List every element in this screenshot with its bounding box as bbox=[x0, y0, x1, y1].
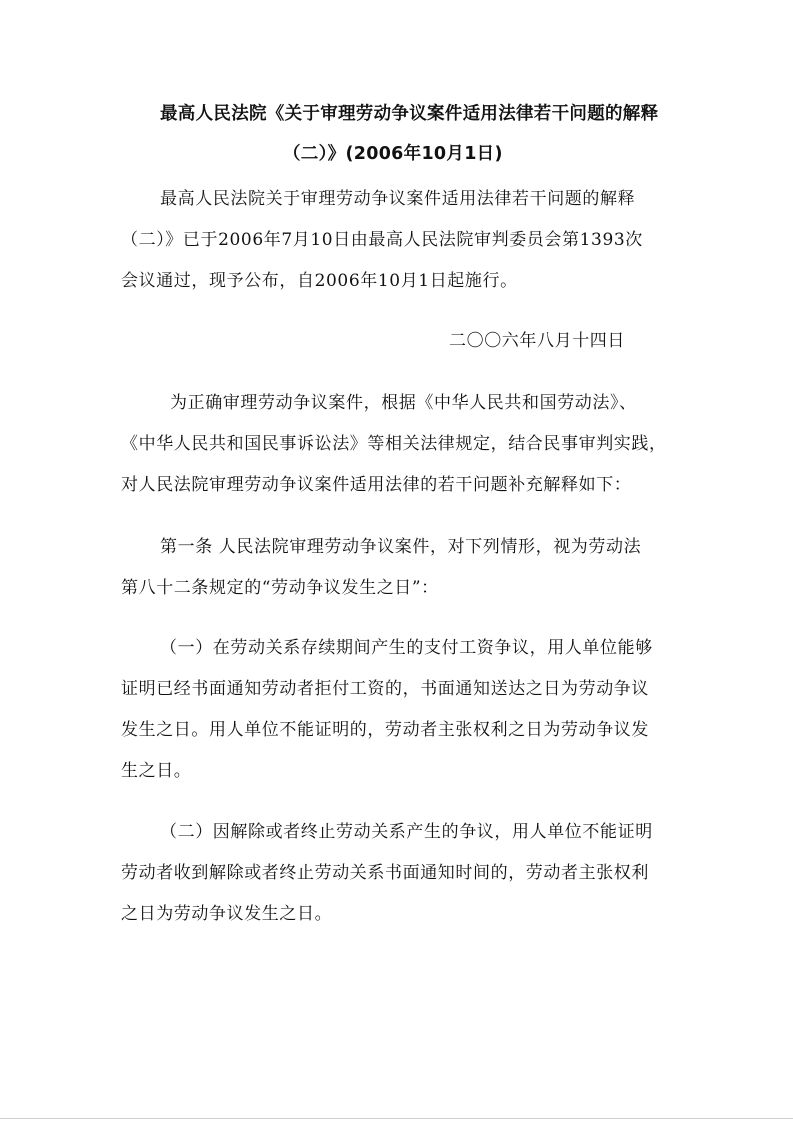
document-title-line-2: （二）》(2006年10月1日) bbox=[283, 144, 503, 164]
item-2-line-3: 之日为劳动争议发生之日。 bbox=[121, 904, 333, 924]
article-1-line-1: 第一条 人民法院审理劳动争议案件，对下列情形，视为劳动法 bbox=[160, 537, 642, 557]
preamble-line-1: 最高人民法院关于审理劳动争议案件适用法律若干问题的解释 bbox=[160, 189, 636, 209]
document-title-line-1: 最高人民法院《关于审理劳动争议案件适用法律若干问题的解释 bbox=[160, 104, 659, 124]
intro-line-3: 对人民法院审理劳动争议案件适用法律的若干问题补充解释如下： bbox=[121, 475, 632, 495]
item-2-line-1: （二）因解除或者终止劳动关系产生的争议，用人单位不能证明 bbox=[160, 822, 653, 842]
item-1-line-4: 生之日。 bbox=[121, 761, 192, 781]
intro-line-2: 《中华人民共和国民事诉讼法》等相关法律规定，结合民事审判实践， bbox=[121, 434, 667, 454]
item-1-line-3: 发生之日。用人单位不能证明的，劳动者主张权利之日为劳动争议发 bbox=[121, 720, 649, 740]
item-1-line-1: （一）在劳动关系存续期间产生的支付工资争议，用人单位能够 bbox=[160, 638, 653, 658]
preamble-date: 二〇〇六年八月十四日 bbox=[449, 331, 625, 351]
item-1-line-2: 证明已经书面通知劳动者拒付工资的，书面通知送达之日为劳动争议 bbox=[121, 679, 649, 699]
preamble-line-2: （二）》已于2006年7月10日由最高人民法院审判委员会第1393次 bbox=[121, 230, 643, 250]
intro-line-1: 为正确审理劳动争议案件，根据《中华人民共和国劳动法》、 bbox=[170, 393, 637, 413]
preamble-line-3: 会议通过，现予公布，自2006年10月1日起施行。 bbox=[121, 271, 518, 291]
item-2-line-2: 劳动者收到解除或者终止劳动关系书面通知时间的，劳动者主张权利 bbox=[121, 863, 649, 883]
article-1-line-2: 第八十二条规定的“劳动争议发生之日”： bbox=[121, 578, 439, 598]
page-bottom-divider bbox=[0, 1118, 793, 1119]
